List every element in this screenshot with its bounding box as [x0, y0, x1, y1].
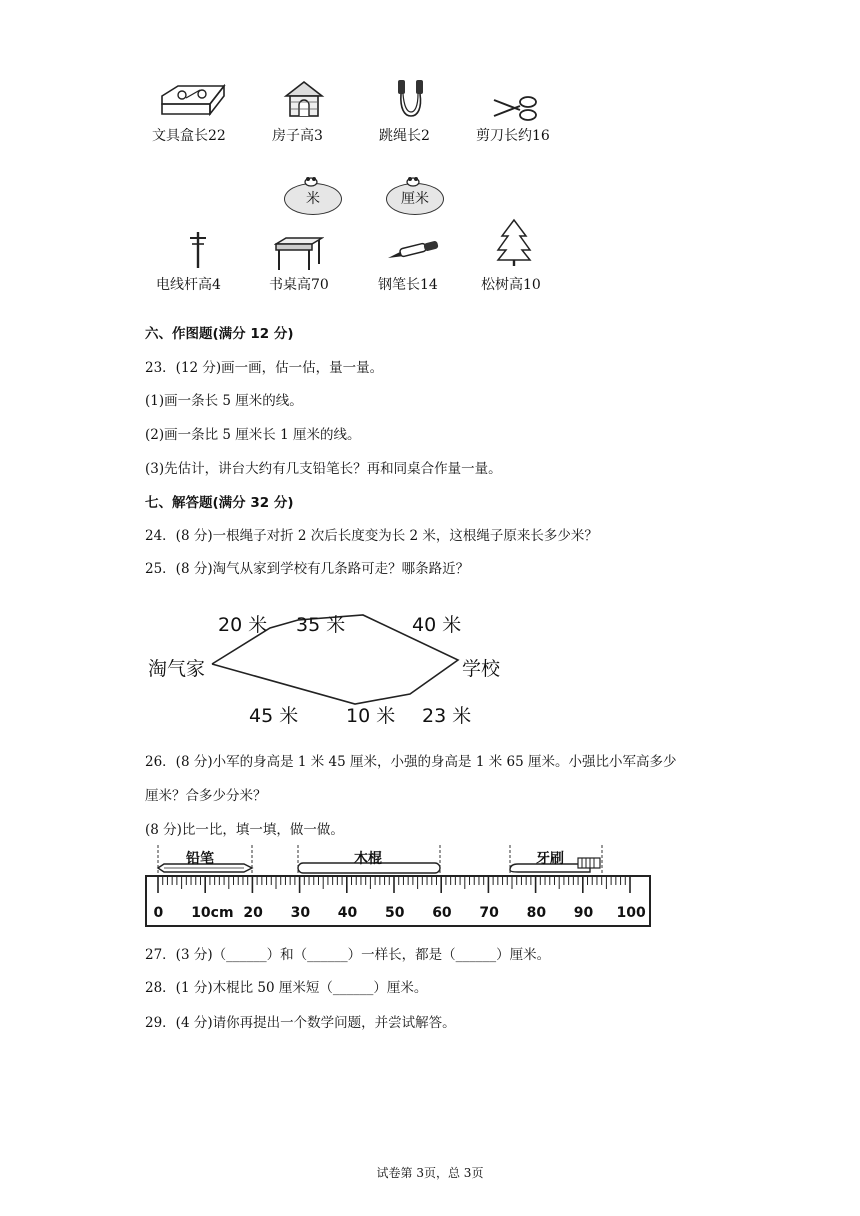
question-23-part-3: (3)先估计，讲台大约有几支铅笔长？再和同桌合作量一量。: [145, 461, 502, 477]
toothbrush-label: 牙刷: [536, 851, 564, 867]
question-24: 24．(8 分)一根绳子对折 2 次后长度变为长 2 米，这根绳子原来长多少米？: [145, 528, 598, 544]
compare-instruction: (8 分)比一比，填一填，做一做。: [145, 822, 344, 838]
segment-label: 10 米: [346, 705, 396, 727]
item-label: 松树高10: [481, 277, 541, 293]
ruler-number: 10cm: [191, 905, 234, 921]
item-label: 跳绳长2: [379, 128, 430, 144]
item-label: 书桌高70: [269, 277, 329, 293]
ruler-number: 30: [290, 905, 311, 921]
page-footer: 试卷第 3页，总 3页: [376, 1166, 484, 1180]
question-27: 27．(3 分)（______）和（______）一样长，都是（______）厘米。: [145, 947, 551, 963]
ruler-number: 60: [432, 905, 452, 921]
school-label: 学校: [462, 658, 501, 680]
question-23-part-1: (1)画一条长 5 厘米的线。: [145, 393, 303, 409]
question-23: 23．(12 分)画一画，估一估，量一量。: [145, 360, 384, 376]
question-28: 28．(1 分)木棍比 50 厘米短（______）厘米。: [145, 980, 428, 996]
question-25: 25．(8 分)淘气从家到学校有几条路可走？哪条路近？: [145, 561, 470, 577]
section-seven-title: 七、解答题(满分 32 分): [145, 495, 294, 511]
item-label: 剪刀长约16: [476, 128, 550, 144]
question-26-line-1: 26．(8 分)小军的身高是 1 米 45 厘米，小强的身高是 1 米 65 厘米。小强比小军高多少: [145, 754, 677, 770]
ruler-number: 40: [337, 905, 358, 921]
stick-label: 木棍: [354, 851, 382, 867]
pencil-label: 铅笔: [186, 851, 214, 867]
section-six-title: 六、作图题(满分 12 分): [145, 326, 294, 342]
ruler-number: 90: [573, 905, 594, 921]
question-23-part-2: (2)画一条比 5 厘米长 1 厘米的线。: [145, 427, 361, 443]
segment-label: 40 米: [412, 614, 462, 636]
home-label: 淘气家: [148, 658, 206, 680]
segment-label: 35 米: [296, 614, 346, 636]
segment-label: 23 米: [422, 705, 472, 727]
ruler-number: 0: [153, 905, 164, 921]
item-label: 钢笔长14: [378, 277, 438, 293]
item-label: 文具盒长22: [152, 128, 226, 144]
ruler-number: 80: [526, 905, 547, 921]
segment-label: 20 米: [218, 614, 268, 636]
item-label: 电线杆高4: [156, 277, 221, 293]
question-29: 29．(4 分)请你再提出一个数学问题，并尝试解答。: [145, 1015, 456, 1031]
ruler-number: 50: [385, 905, 405, 921]
ruler-number: 70: [479, 905, 499, 921]
segment-label: 45 米: [249, 705, 299, 727]
item-label: 房子高3: [272, 128, 323, 144]
question-26-line-2: 厘米？合多少分米？: [145, 788, 267, 804]
ruler-number: 20: [243, 905, 263, 921]
unit-bubble-meter: 米: [284, 183, 342, 215]
unit-bubble-centimeter: 厘米: [386, 183, 444, 215]
ruler-number: 100: [616, 905, 646, 921]
